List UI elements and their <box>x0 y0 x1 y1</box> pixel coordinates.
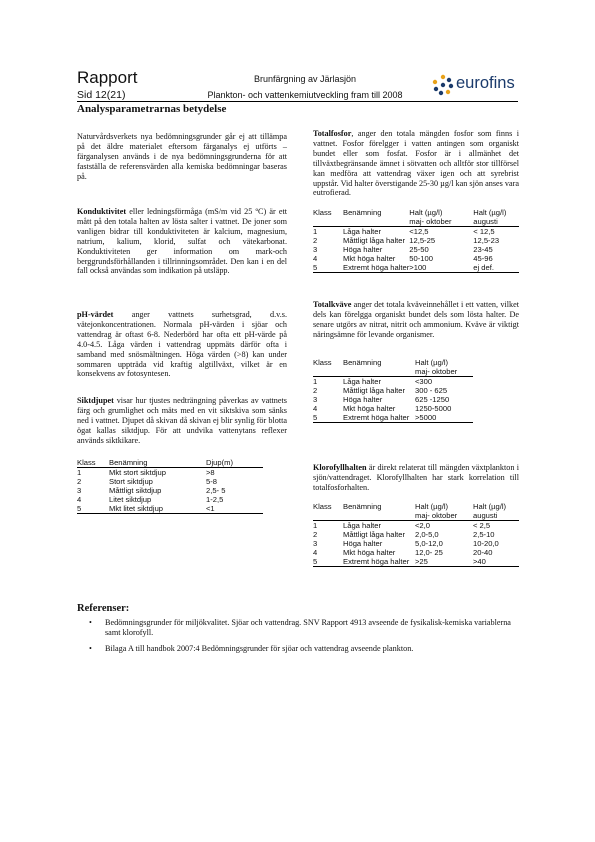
eurofins-dots-logo-icon <box>432 74 454 96</box>
table-header-row <box>313 502 519 521</box>
totalkvave-table <box>313 358 473 423</box>
konduktivitet-text: eller ledningsförmåga (mS/m vid 25 ºC) är ett mått på den totala halten av lösta salter i vattnet. De joner som vanligen bidrar till konduktiviteten är kalcium, magnesium, natrium, kalium, klorid, sulfat och vätekarbonat. Konduktiviteten ger information om mark-och berggrundsförhållanden i tillrinningsområdet. Den kan i en del fall också användas som indikation på utsläpp. <box>77 207 287 276</box>
totalkvave-term: Totalkväve <box>313 300 352 309</box>
siktdjup-table <box>77 458 263 514</box>
ph-term: pH-värdet <box>77 310 114 319</box>
table-row: 4 Mkt höga halter 50-100 45-96 <box>313 254 493 263</box>
references-title: Referenser: <box>77 603 130 614</box>
table-row: 2 Måttligt låga halter 2,0-5,0 2,5-10 <box>313 530 495 539</box>
column-header: Klass <box>313 208 332 217</box>
references-list <box>77 618 517 660</box>
column-header: Klass <box>313 358 332 367</box>
column-header: Benämning <box>343 358 382 367</box>
klorofyll-term: Klorofyllhalten <box>313 463 367 472</box>
table-row: 3 Höga halter 5,0-12,0 10-20,0 <box>313 539 499 548</box>
report-title: Brunfärgning av Järlasjön <box>253 74 357 84</box>
page-number: Sid 12(21) <box>77 89 126 101</box>
column-header: Halt (µg/l) maj- oktober <box>409 208 452 226</box>
logo-wordmark: eurofins <box>456 74 515 92</box>
table-row: 3 Måttligt siktdjup 2,5- 5 <box>77 486 226 495</box>
konduktivitet-term: Konduktivitet <box>77 207 127 216</box>
table-row: 4 Mkt höga halter 1250-5000 <box>313 404 452 413</box>
totalkvave-text: anger det totala kväveinnehållet i ett vatten, vilket dels kan förelgga organiskt bundet dels som lösta halter. De senare utgörs av nitrat, nitrit och ammonium. Kväve är viktigt näringsämne för levande organismer. <box>313 300 519 339</box>
header-rule <box>77 101 518 102</box>
report-label: Rapport <box>77 68 138 87</box>
list-item: • Bilaga A till handbok 2007:4 Bedömningsgrunder för sjöar och vattendrag avseende plankton. <box>89 644 414 653</box>
totalfosfor-table <box>313 208 519 273</box>
bullet-icon: • <box>89 618 92 627</box>
table-row: 5 Extremt höga halter >5000 <box>313 413 473 423</box>
column-header: Benämning <box>343 502 382 511</box>
table-row: 3 Höga halter 625 -1250 <box>313 395 450 404</box>
column-header: Klass <box>77 458 96 467</box>
konduktivitet-paragraph <box>77 207 287 276</box>
ph-text: anger vattnets surhetsgrad, d.v.s. vätejonkoncentrationen. Normala pH-värden i sjöar och vattendrag är oftast 6-8. Nederbörd har ofta ett pH-värde på 4.0-4.5. Låga värden i vattendrag uppmäts därför ofta i samband med snösmältningen. Höga värden (>8) kan under sommaren uppträda vid kraftig algtillväxt, vilket är en konsekvens av fotosyntesen. <box>77 310 287 379</box>
table-row: 2 Stort siktdjup 5-8 <box>77 477 217 486</box>
section-title: Analysparametrarnas betydelse <box>77 103 227 115</box>
column-header: Benämning <box>343 208 382 217</box>
column-header: Benämning <box>109 458 148 467</box>
table-row: 5 Mkt litet siktdjup <1 <box>77 504 263 514</box>
siktdjup-paragraph <box>77 396 287 446</box>
bullet-icon: • <box>89 644 92 653</box>
table-row: 2 Måttligt låga halter 300 - 625 <box>313 386 448 395</box>
table-row: 4 Mkt höga halter 12,0- 25 20-40 <box>313 548 493 557</box>
column-header: Djup(m) <box>206 458 234 467</box>
totalfosfor-text: , anger den totala mängden fosfor som finns i vattnet. Fosfor förelgger i vatten antingen som organiskt bundet eller som fosfat. Fosfor är i allmänhet det tillväxtbegränsande ämnet i sötvatten och alltför stor tillförsel kan medföra att vattendrag växer igen och att syrebrist uppstår. Vid halter överstigande 25-30 µg/l kan sjön anses vara eutrofierad. <box>313 129 519 198</box>
table-row: 2 Måttligt låga halter 12,5-25 12,5-23 <box>313 236 500 245</box>
column-header: Halt (µg/l) augusti <box>473 208 507 226</box>
siktdjup-text: visar hur tjustes nedträngning påverkas av vattnets färg och grumlighet och mäts med en vit siktskiva som sänks ned i vattnet. Djupet då skivan då skivan ej blir synlig för blotta ögat kallas siktdjup. För att undvika vattenytans reflexer används siktkikare. <box>77 396 287 445</box>
table-row: 3 Höga halter 25-50 23-45 <box>313 245 493 254</box>
column-header: Halt (µg/l) maj- oktober <box>415 358 458 376</box>
totalkvave-paragraph <box>313 300 519 340</box>
column-header: Halt (µg/l) augusti <box>473 502 507 520</box>
ph-paragraph <box>77 310 287 379</box>
table-row: 5 Extremt höga halter >25 >40 <box>313 557 519 567</box>
table-row: 1 Låga halter <12,5 < 12,5 <box>313 227 495 236</box>
klorofyll-table <box>313 502 519 567</box>
table-row: 1 Låga halter <300 <box>313 377 433 386</box>
table-header-row <box>313 208 519 227</box>
table-row: 4 Litet siktdjup 1-2,5 <box>77 495 224 504</box>
klorofyll-text: är direkt relaterat till mängden växtplankton i sjön/vattendraget. Klorofyllhalten har stark korrelation till totalfosforhalten. <box>313 463 519 492</box>
logo <box>432 73 542 97</box>
column-header: Halt (µg/l) maj- oktober <box>415 502 458 520</box>
list-item: • Bedömningsgrunder för miljökvalitet. Sjöar och vattendrag. SNV Rapport 4913 avseende de fysikalisk-kemiska variablerna samt klorofyll. <box>89 618 511 637</box>
klorofyll-paragraph <box>313 463 519 493</box>
column-header: Klass <box>313 502 332 511</box>
report-subtitle: Plankton- och vattenkemiutveckling fram till 2008 <box>207 90 403 100</box>
table-header-row <box>77 458 263 468</box>
table-row: 1 Mkt stort siktdjup >8 <box>77 468 215 477</box>
totalfosfor-paragraph <box>313 129 519 198</box>
table-row: 5 Extremt höga halter >100 ej def. <box>313 263 519 273</box>
table-row: 1 Låga halter <2,0 < 2,5 <box>313 521 491 530</box>
siktdjup-term: Siktdjupet <box>77 396 114 405</box>
table-header-row <box>313 358 473 377</box>
totalfosfor-term: Totalfosfor <box>313 129 352 138</box>
intro-paragraph: Naturvårdsverkets nya bedömningsgrunder går ej att tillämpa på det äldre materialet eftersom färganalys ej utförts – färganalysen används i de nya bedömningsgrunderna för att fastställa de referensvärden alla kemiska bedömningar baseras på. <box>77 132 287 181</box>
